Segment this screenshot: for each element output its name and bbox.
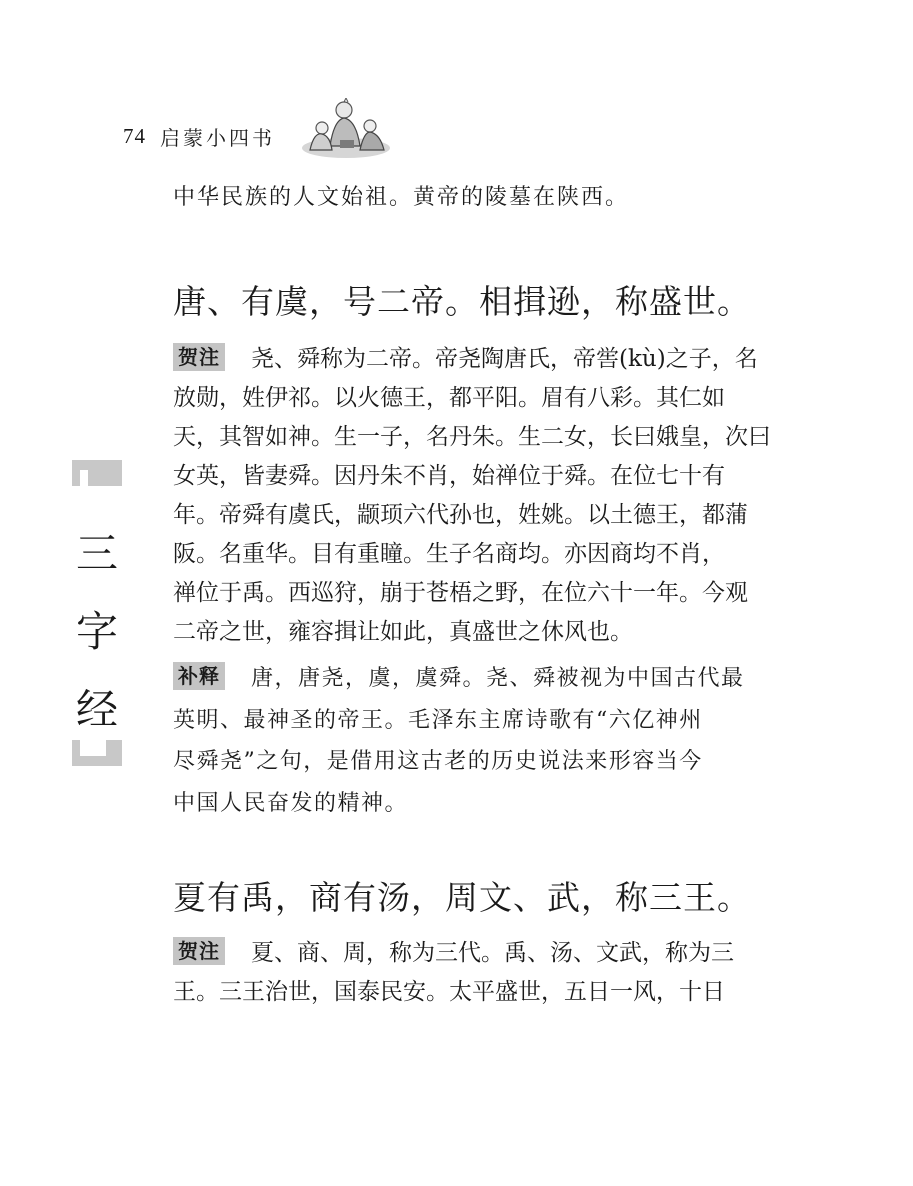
vertical-title-char: 三 xyxy=(75,529,118,578)
text-line: 二帝之世，雍容揖让如此，真盛世之休风也。 xyxy=(173,619,633,645)
text-line: 补释 唐，唐尧，虞，虞舜。尧、舜被视为中国古代最 xyxy=(173,658,753,700)
vertical-title-char: 字 xyxy=(75,607,118,656)
text-line: 中国人民奋发的精神。 xyxy=(173,790,409,816)
note-tag: 补释 xyxy=(173,662,225,690)
text-line: 尽舜尧”之句，是借用这古老的历史说法来形容当今 xyxy=(173,749,703,774)
text-line: 女英，皆妻舜。因丹朱不肖，始禅位于舜。在位七十有 xyxy=(173,463,725,489)
page-number: 74 xyxy=(123,123,146,148)
book-title: 启蒙小四书 xyxy=(160,125,275,150)
commentary-he-zhu xyxy=(173,934,753,1012)
text-line: 天，其智如神。生一子，名丹朱。生二女，长曰娥皇，次曰 xyxy=(173,424,771,450)
bracket-bottom xyxy=(72,740,122,766)
vertical-title xyxy=(72,515,122,749)
verse-heading: 唐、有虞，号二帝。相揖逊，称盛世。 xyxy=(173,282,751,321)
note-tag: 贺注 xyxy=(173,937,225,965)
text-line: 王。三王治世，国泰民安。太平盛世，五日一风，十日 xyxy=(173,979,725,1005)
text-line: 英明、最神圣的帝王。毛泽东主席诗歌有“六亿神州 xyxy=(173,707,703,733)
running-header xyxy=(123,118,275,154)
commentary-he-zhu xyxy=(173,340,771,652)
note-tag: 贺注 xyxy=(173,343,225,371)
text-line: 年。帝舜有虞氏，颛顼六代孙也，姓姚。以土德王，都蒲 xyxy=(173,502,748,528)
text-line: 贺注 夏、商、周，称为三代。禹、汤、文武，称为三 xyxy=(173,934,753,973)
verse-heading: 夏有禹，商有汤，周文、武，称三王。 xyxy=(173,878,751,917)
text-line: 阪。名重华。目有重瞳。生子名商均。亦因商均不肖， xyxy=(173,541,725,567)
text-line: 贺注 尧、舜称为二帝。帝尧陶唐氏，帝喾(kù)之子，名 xyxy=(173,340,753,379)
sidebar-book-title xyxy=(72,460,122,768)
carryover-paragraph: 中华民族的人文始祖。黄帝的陵墓在陕西。 xyxy=(173,185,630,210)
bracket-top xyxy=(72,460,122,486)
commentary-bu-shi xyxy=(173,658,753,824)
header-illustration xyxy=(300,98,392,160)
vertical-title-char: 经 xyxy=(75,685,118,734)
text-line: 禅位于禹。西巡狩，崩于苍梧之野，在位六十一年。今观 xyxy=(173,580,748,606)
text-line: 放勋，姓伊祁。以火德王，都平阳。眉有八彩。其仁如 xyxy=(173,385,725,411)
